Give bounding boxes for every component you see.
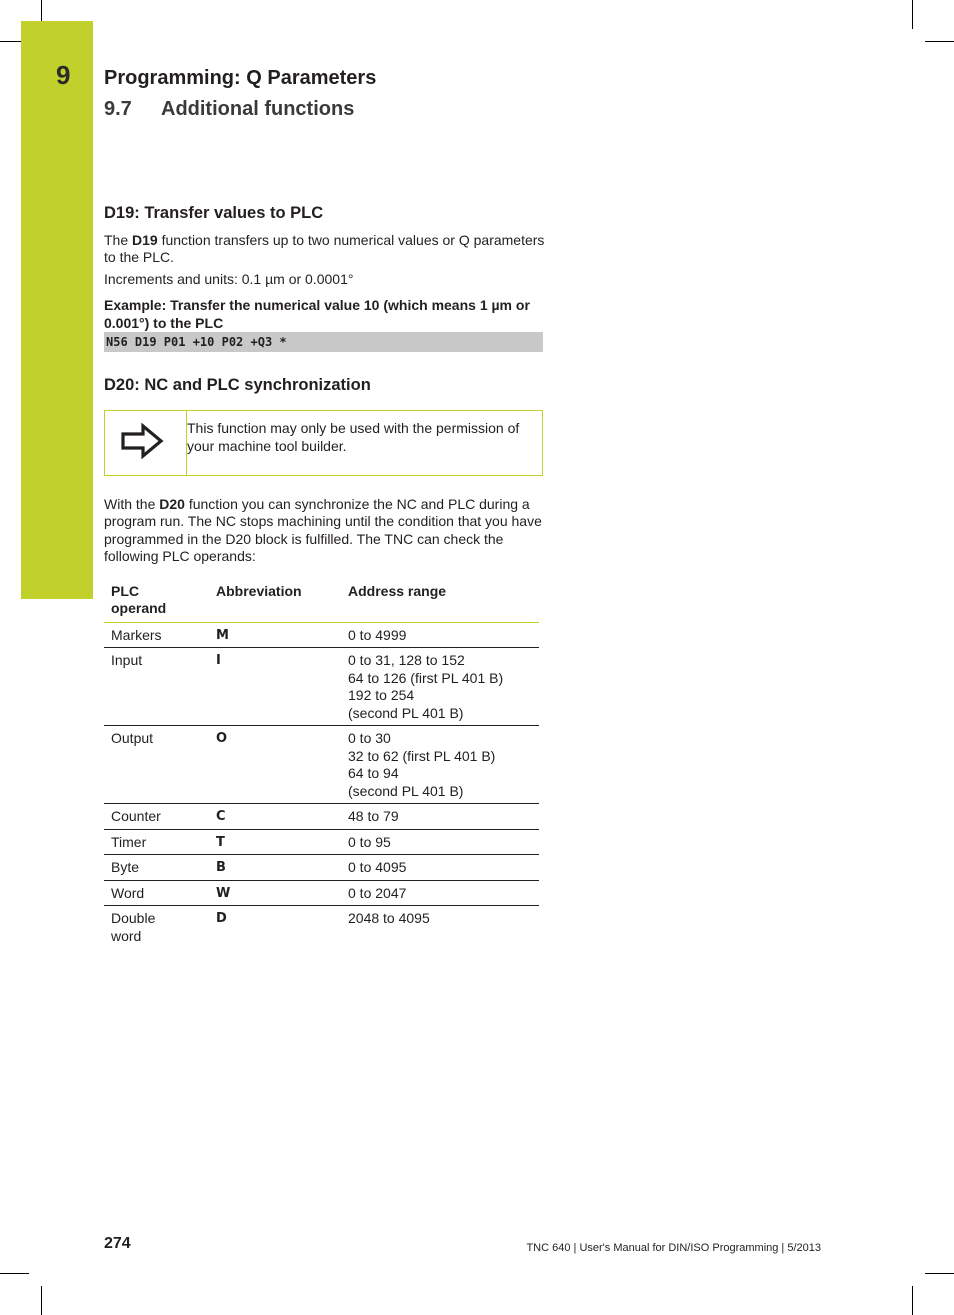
range-line: 0 to 4095	[348, 859, 407, 875]
range-line: 192 to 254	[348, 687, 415, 703]
range-line: 0 to 95	[348, 833, 391, 850]
range-line: 0 to 4999	[348, 626, 407, 643]
d19-heading: D19: Transfer values to PLC	[104, 204, 324, 222]
table-row	[104, 726, 539, 804]
crop-mark	[41, 1286, 42, 1315]
note-box	[104, 410, 543, 476]
crop-mark	[925, 41, 954, 42]
operand-cell: Double word	[111, 910, 156, 944]
chapter-title: Programming: Q Parameters	[104, 67, 377, 89]
table-row	[104, 906, 539, 949]
operand-cell: Counter	[104, 804, 209, 830]
crop-mark	[0, 1273, 29, 1274]
range-line: 0 to 30	[348, 730, 391, 746]
operand-cell: Input	[104, 648, 209, 726]
col-header-operand: PLC operand	[104, 574, 209, 623]
text: With the	[104, 495, 160, 512]
footer-text: TNC 640 | User's Manual for DIN/ISO Programming | 5/2013	[526, 1242, 821, 1254]
range-cell	[341, 880, 539, 906]
section-number: 9.7	[104, 98, 132, 120]
operand-cell: Timer	[104, 829, 209, 855]
col-header-range: Address range	[341, 574, 539, 623]
operand-cell: Word	[104, 880, 209, 906]
table-row	[104, 855, 539, 881]
range-cell	[341, 622, 539, 648]
range-line: 0 to 31, 128 to 152	[348, 652, 465, 668]
abbreviation-cell: M	[209, 622, 341, 648]
function-name: D19	[132, 231, 158, 248]
d19-paragraph	[104, 232, 546, 267]
abbreviation-cell: D	[216, 911, 227, 926]
range-line: 2048 to 4095	[348, 910, 430, 926]
chapter-number: 9	[56, 60, 71, 90]
crop-mark	[0, 41, 21, 42]
d20-paragraph	[104, 496, 546, 566]
chapter-tab	[21, 21, 93, 599]
range-cell	[341, 855, 539, 881]
abbreviation-cell: C	[209, 804, 341, 830]
table-row	[104, 622, 539, 648]
range-cell	[341, 829, 539, 855]
page-content	[104, 205, 546, 948]
crop-mark	[912, 0, 913, 29]
crop-mark	[912, 1286, 913, 1315]
page-number: 274	[104, 1235, 131, 1252]
text: function you can synchronize the NC and PLC during a program run. The NC stops machining until the condition that you have programmed in the D20 block is fulfilled. The TNC can check the following PLC operands:	[104, 495, 542, 564]
operand-cell: Output	[104, 726, 209, 804]
range-line: (second PL 401 B)	[348, 704, 464, 721]
table-row	[104, 829, 539, 855]
range-cell	[341, 906, 539, 949]
col-header-abbr: Abbreviation	[209, 574, 341, 623]
text: function transfers up to two numerical values or Q parameters to the PLC.	[104, 231, 545, 265]
range-line: 64 to 94	[348, 765, 399, 781]
abbreviation-cell: W	[209, 880, 341, 906]
range-line: 0 to 2047	[348, 884, 407, 901]
crop-mark	[41, 0, 42, 21]
abbreviation-cell: B	[209, 855, 341, 881]
crop-mark	[925, 1273, 954, 1274]
range-cell	[341, 648, 539, 726]
function-name: D20	[159, 495, 185, 512]
operand-cell: Markers	[104, 622, 209, 648]
range-cell	[341, 804, 539, 830]
arrow-right-icon	[121, 423, 165, 459]
d19-units: Increments and units: 0.1 µm or 0.0001°	[104, 270, 354, 287]
code-block: N56 D19 P01 +10 P02 +Q3 *	[104, 332, 543, 352]
table-row	[104, 804, 539, 830]
range-line: (second PL 401 B)	[348, 782, 464, 799]
table-header-row	[104, 574, 539, 623]
range-cell	[341, 726, 539, 804]
plc-operands-table	[104, 574, 539, 949]
range-line: 32 to 62 (first PL 401 B)	[348, 747, 496, 764]
section-title	[104, 98, 354, 121]
section-name: Additional functions	[161, 98, 355, 120]
text: The	[104, 231, 133, 248]
range-line: 64 to 126 (first PL 401 B)	[348, 669, 504, 686]
abbreviation-cell: T	[209, 829, 341, 855]
example-title: Example: Transfer the numerical value 10 (which means 1 µm or 0.001°) to the PLC	[104, 297, 530, 331]
abbreviation-cell: I	[209, 648, 341, 726]
note-text: This function may only be used with the permission of your machine tool builder.	[187, 419, 520, 454]
operand-cell: Byte	[104, 855, 209, 881]
d20-heading: D20: NC and PLC synchronization	[104, 376, 371, 394]
table-row	[104, 648, 539, 726]
range-line: 48 to 79	[348, 808, 399, 824]
table-row	[104, 880, 539, 906]
abbreviation-cell: O	[209, 726, 341, 804]
